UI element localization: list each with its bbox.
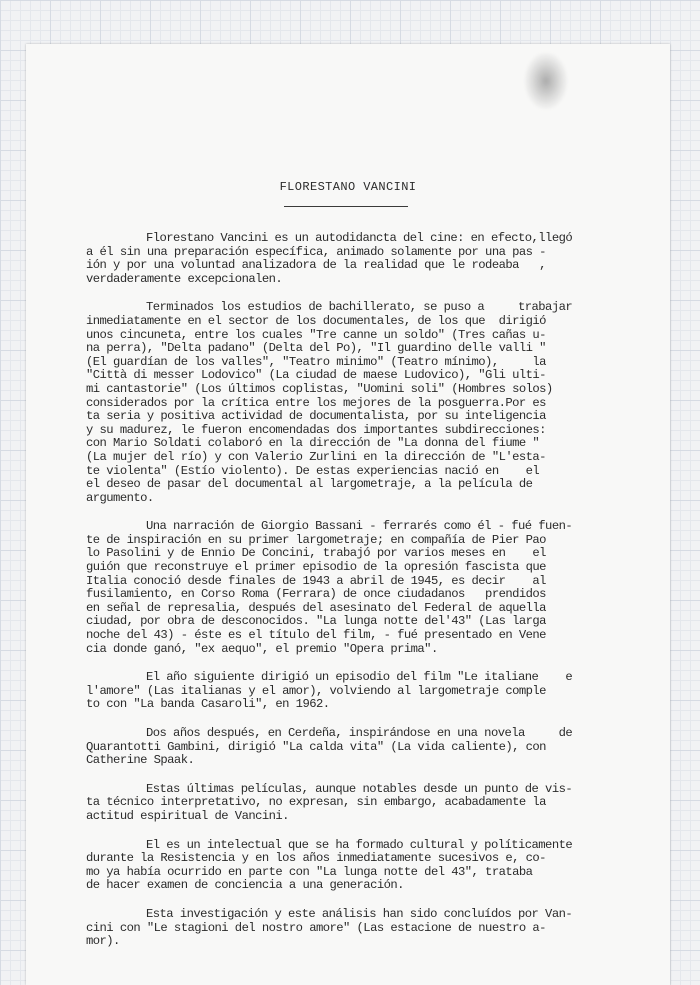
text-line: te de inspiración en su primer largometraje; en compañía de Pier Pao — [86, 532, 546, 547]
text-line: ión y por una voluntad analizadora de la realidad que le rodeaba , — [86, 258, 546, 273]
text-line: Estas últimas películas, aunque notables desde un punto de vis- — [146, 781, 573, 796]
text-line: inmediatamente en el sector de los documentales, de los que dirigió — [86, 313, 546, 328]
page-title: FLORESTANO VANCINI — [279, 180, 417, 194]
text-line: Italia conoció desde finales de 1943 a abril de 1945, es decir al — [86, 573, 546, 588]
text-line: na perra), "Delta padano" (Delta del Po), "Il guardino delle valli " — [86, 341, 546, 356]
text-line: guión que reconstruye el primer episodio de la opresión fascista que — [86, 560, 546, 575]
ink-smudge — [524, 52, 568, 110]
text-line: Terminados los estudios de bachillerato, se puso a trabajar — [146, 300, 573, 315]
paragraph — [86, 671, 656, 712]
text-line: to con "La banda Casaroli", en 1962. — [86, 697, 330, 712]
text-line: cia donde ganó, "ex aequo", el premio "Opera prima". — [86, 641, 438, 656]
text-line: de hacer examen de conciencia a una generación. — [86, 878, 404, 893]
text-line: ta seria y positiva actividad de documentalista, por su inteligencia — [86, 409, 546, 424]
text-line: noche del 43) - éste es el título del film, - fué presentado en Vene — [86, 628, 546, 643]
text-line: El año siguiente dirigió un episodio del film "Le italiane e — [146, 670, 573, 685]
text-line: El es un intelectual que se ha formado cultural y políticamente — [146, 837, 573, 852]
text-line: cini con "Le stagioni del nostro amore" (Las estacione de nuestro a- — [86, 920, 546, 935]
text-line: con Mario Soldati colaboró en la dirección de "La donna del fiume " — [86, 436, 540, 451]
paragraph — [86, 783, 656, 824]
text-line: lo Pasolini y de Ennio De Concini, trabajó por varios meses en el — [86, 546, 546, 561]
paragraph — [86, 520, 656, 656]
paragraph — [86, 839, 656, 893]
title-underline — [284, 206, 408, 207]
paragraph — [86, 727, 656, 768]
text-line: Esta investigación y este análisis han sido concluídos por Van- — [146, 906, 573, 921]
paragraph — [86, 301, 656, 505]
text-line: actitud espiritual de Vancini. — [86, 808, 289, 823]
text-line: "Città di messer Lodovico" (La ciudad de maese Ludovico), "Gli ulti- — [86, 368, 546, 383]
text-line: en señal de represalia, después del asesinato del Federal de aquella — [86, 600, 546, 615]
document-body — [86, 232, 656, 964]
text-line: l'amore" (Las italianas y el amor), volviendo al largometraje comple — [86, 683, 546, 698]
text-line: y su madurez, le fueron encomendadas dos importantes subdirecciones: — [86, 422, 546, 437]
text-line: ciudad, por obra de desconocidos. "La lunga notte del'43" (Las larga — [86, 614, 546, 629]
text-line: a él sin una preparación específica, animado solamente por una pas - — [86, 244, 546, 259]
paragraph — [86, 232, 656, 286]
text-line: Dos años después, en Cerdeña, inspirándose en una novela de — [146, 726, 573, 740]
paragraph — [86, 908, 656, 949]
text-line: verdaderamente excepcionalen. — [86, 271, 283, 286]
text-line: (La mujer del río) y con Valerio Zurlini en la dirección de "L'esta- — [86, 449, 546, 464]
text-line: Florestano Vancini es un autodidancta del cine: en efecto,llegó — [146, 231, 573, 245]
text-line: te violenta" (Estío violento). De estas experiencias nació en el — [86, 463, 540, 478]
text-line: Catherine Spaak. — [86, 753, 195, 768]
text-line: Una narración de Giorgio Bassani - ferrarés como él - fué fuen- — [146, 519, 573, 534]
text-line: mor). — [86, 934, 120, 949]
text-line: fusilamiento, en Corso Roma (Ferrara) de once ciudadanos prendidos — [86, 587, 546, 602]
text-line: ta técnico interpretativo, no expresan, sin embargo, acabadamente la — [86, 795, 546, 810]
text-line: unos cincuneta, entre los cuales "Tre canne un soldo" (Tres cañas u- — [86, 327, 546, 342]
text-line: (El guardían de los valles", "Teatro minimo" (Teatro mínimo), la — [86, 354, 546, 369]
text-line: el deseo de pasar del documental al largometraje, a la película de — [86, 477, 533, 492]
typewritten-page — [26, 44, 670, 985]
text-line: argumento. — [86, 490, 154, 505]
text-line: durante la Resistencia y en los años inmediatamente sucesivos e, co- — [86, 851, 546, 866]
text-line: mo ya había ocurrido en parte con "La lunga notte del 43", trataba — [86, 864, 533, 879]
text-line: considerados por la crítica entre los mejores de la posguerra.Por es — [86, 395, 546, 410]
text-line: mi cantastorie" (Los últimos coplistas, "Uomini soli" (Hombres solos) — [86, 381, 553, 396]
text-line: Quarantotti Gambini, dirigió "La calda vita" (La vida caliente), con — [86, 739, 546, 754]
